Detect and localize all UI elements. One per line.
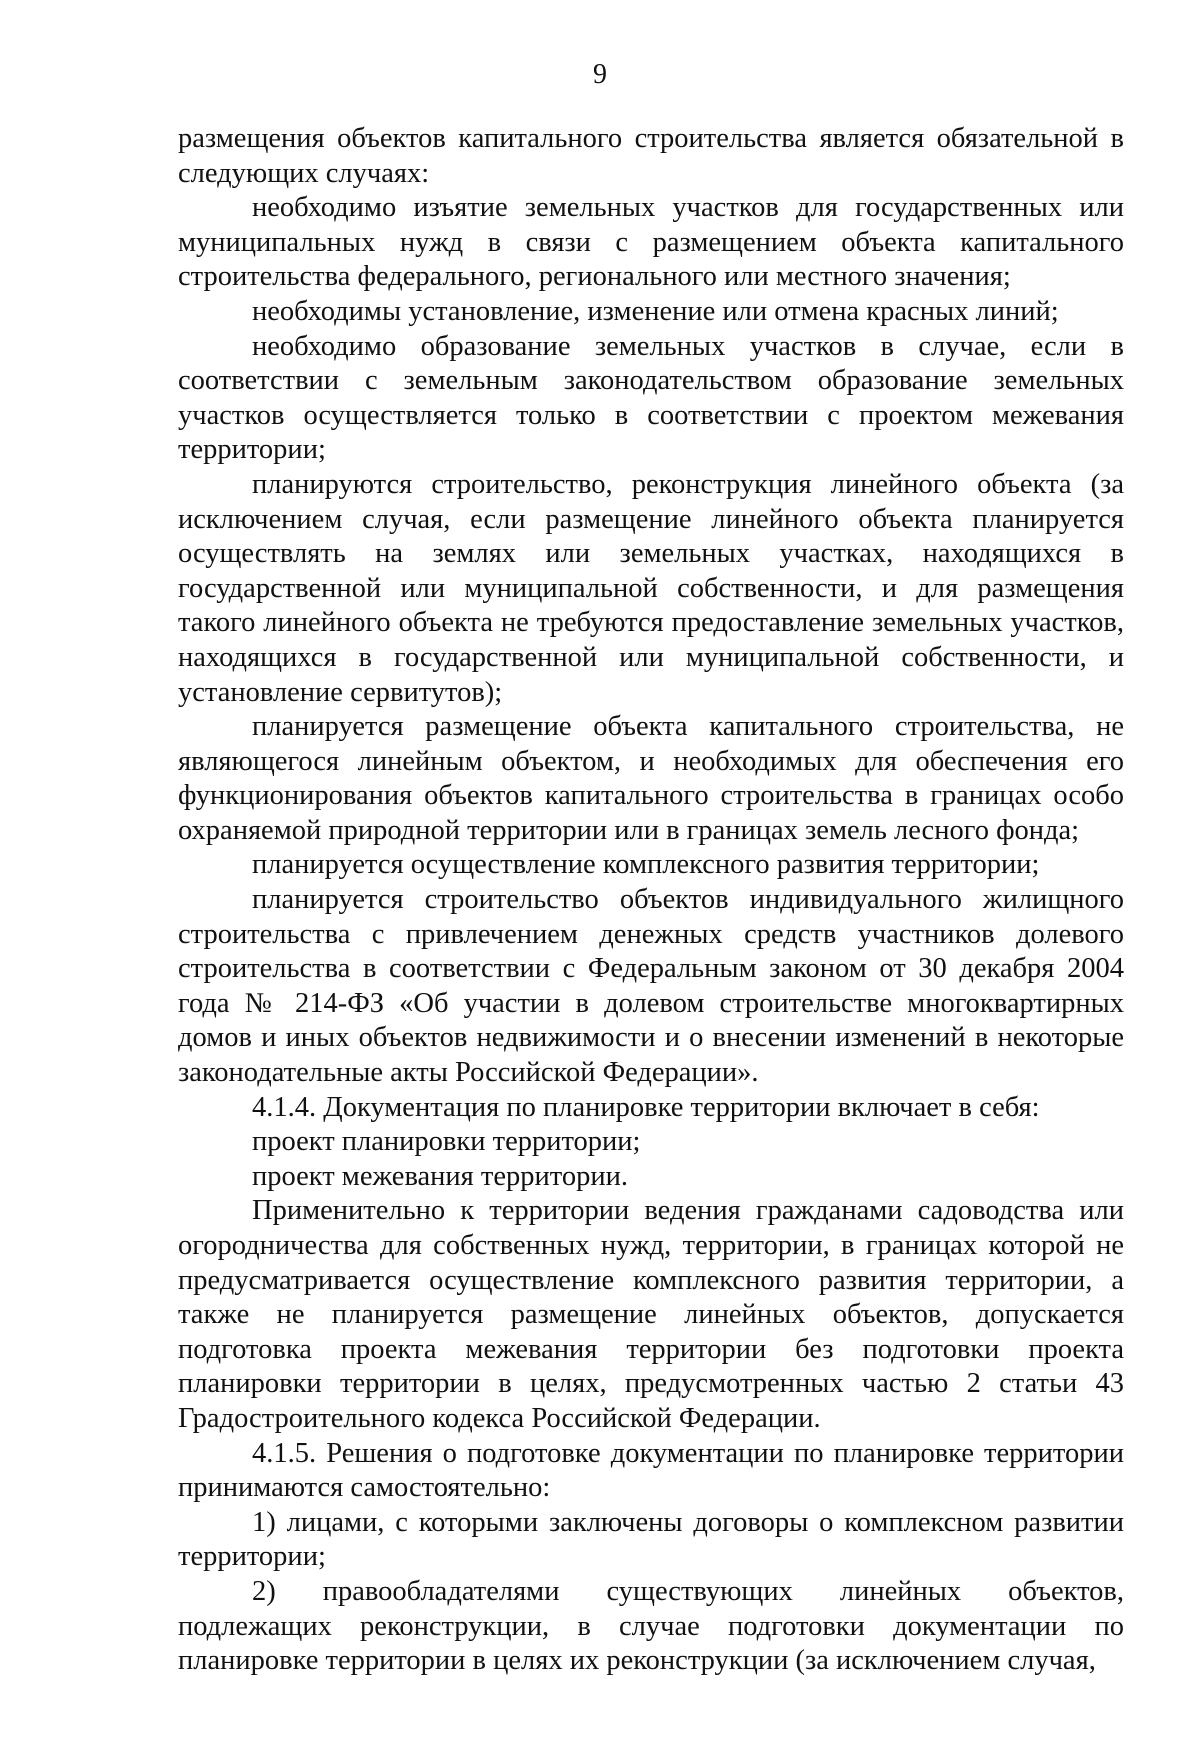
paragraph-individual-housing: планируется строительство объектов индивидуального жилищного строительства с привлечением денежных средств участников долевого строительства в соответствии с Федеральным законом от 30 декабря 2004 года № 214-ФЗ «Об участии в долевом строительстве многоквартирных домов и иных объектов недвижимости и о внесении изменений в некоторые законодательные акты Российской Федерации».	[178, 884, 1124, 1089]
paragraph-protected-territory: планируется размещение объекта капитального строительства, не являющегося линейным объектом, и необходимых для обеспечения его функционирования объектов капитального строительства в границах особо охраняемой природной территории или в границах земель лесного фонда;	[178, 711, 1124, 846]
page-number: 9	[593, 59, 607, 90]
paragraph-complex-development: планируется осуществление комплексного развития территории;	[252, 849, 1040, 881]
paragraph-section-4-1-5: 4.1.5. Решения о подготовке документации по планировке территории принимаются самостоятельно:	[178, 1437, 1124, 1504]
paragraph-land-seizure: необходимо изъятие земельных участков для государственных или муниципальных нужд в связи с размещением объекта капитального строительства федерального, регионального или местного значения;	[178, 192, 1124, 293]
paragraph-planning-project: проект планировки территории;	[252, 1126, 641, 1158]
paragraph-section-4-1-4: 4.1.4. Документация по планировке территории включает в себя:	[252, 1091, 1040, 1123]
paragraph-item-2: 2) правообладателями существующих линейных объектов, подлежащих реконструкции, в случае подготовки документации по планировке территории в целях их реконструкции (за исключением случая,	[178, 1575, 1124, 1677]
document-body	[178, 122, 1124, 1679]
paragraph-red-lines: необходимы установление, изменение или отмена красных линий;	[252, 295, 1059, 327]
paragraph-item-1: 1) лицами, с которыми заключены договоры о комплексном развитии территории;	[178, 1506, 1124, 1573]
paragraph-land-formation: необходимо образование земельных участков в случае, если в соответствии с земельным законодательством образование земельных участков осуществляется только в соответствии с проектом межевания территории;	[178, 330, 1124, 466]
paragraph-intro: размещения объектов капитального строительства является обязательной в следующих случаях:	[178, 123, 1124, 189]
paragraph-surveying-project: проект межевания территории.	[252, 1160, 628, 1192]
paragraph-gardening-territory: Применительно к территории ведения гражданами садоводства или огородничества для собственных нужд, территории, в границах которой не предусматривается осуществление комплексного развития территории, а также не планируется размещение линейных объектов, допускается подготовка проекта межевания территории без подготовки проекта планировки территории в целях, предусмотренных частью 2 статьи 43 Градостроительного кодекса Российской Федерации.	[178, 1195, 1124, 1434]
paragraph-linear-object: планируются строительство, реконструкция линейного объекта (за исключением случая, если размещение линейного объекта планируется осуществлять на землях или земельных участках, находящихся в государственной или муниципальной собственности, и для размещения такого линейного объекта не требуются предоставление земельных участков, находящихся в государственной или муниципальной собственности, и установление сервитутов);	[178, 468, 1124, 708]
